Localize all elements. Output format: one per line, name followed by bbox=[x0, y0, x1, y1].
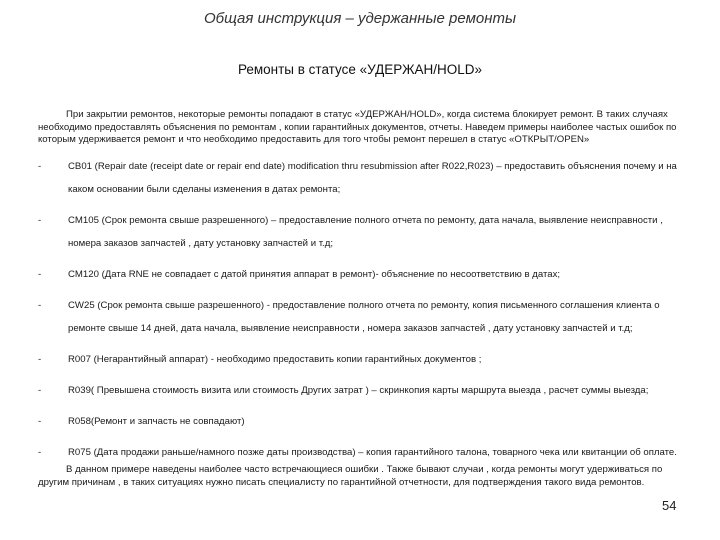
list-bullet: - bbox=[38, 353, 42, 365]
list-item bbox=[38, 348, 688, 371]
page-header: Общая инструкция – удержанные ремонты bbox=[204, 10, 516, 27]
footer-paragraph: В данном примере наведены наиболее часто встречающиеся ошибки . Также бывают случаи , когда ремонты могут удерживаться по другим причинам , в таких ситуациях нужно писать специалисту по гарантийной отчетности, для подтверждения такого вида ремонтов. bbox=[38, 463, 663, 488]
list-bullet: - bbox=[38, 268, 42, 280]
list-item-text: CM105 (Срок ремонта свыше разрешенного) – предоставление полного отчета по ремонту, дата начала, выявление неисправности , номера заказов запчастей , дату установку запчастей и т.д; bbox=[68, 214, 663, 249]
list-item bbox=[38, 263, 688, 286]
list-item-text: CW25 (Срок ремонта свыше разрешенного) - предоставление полного отчета по ремонту, копия письменного соглашения клиента о ремонте свыше 14 дней, дата начала, выявление неисправности , номера заказов запчастей , дату установку запчастей и т.д; bbox=[68, 299, 660, 334]
list-item bbox=[38, 294, 688, 340]
list-item-text: R075 (Дата продажи раньше/намного позже даты производства) – копия гарантийного талона, товарного чека или квитанции об оплате. bbox=[68, 446, 677, 458]
list-bullet: - bbox=[38, 384, 42, 396]
list-item bbox=[38, 155, 688, 201]
list-item-text: R039( Превышена стоимость визита или стоимость Других затрат ) – скринкопия карты маршрута выезда , расчет суммы выезда; bbox=[68, 384, 649, 396]
list-item bbox=[38, 410, 688, 433]
page-number: 54 bbox=[662, 498, 677, 513]
list-item-text: R058(Ремонт и запчасть не совпадают) bbox=[68, 415, 245, 427]
list-item bbox=[38, 441, 688, 464]
list-item bbox=[38, 209, 688, 255]
section-title: Ремонты в статусе «УДЕРЖАН/HOLD» bbox=[237, 62, 483, 77]
list-bullet: - bbox=[38, 415, 42, 427]
list-item-text: CM120 (Дата RNE не совпадает с датой принятия аппарат в ремонт)- объяснение по несоответствию в датах; bbox=[68, 268, 561, 280]
list-bullet: - bbox=[38, 214, 42, 226]
list-item-text: CB01 (Repair date (receipt date or repair end date) modification thru resubmission after R022,R023) – предоставить объяснения почему и на каком основании были сделаны изменения в датах ремонта; bbox=[68, 160, 677, 195]
list-bullet: - bbox=[38, 299, 42, 311]
list-bullet: - bbox=[38, 446, 42, 458]
list-bullet: - bbox=[38, 160, 42, 172]
intro-paragraph: При закрытии ремонтов, некоторые ремонты попадают в статус «УДЕРЖАН/HOLD», когда система блокирует ремонт. В таких случаях необходимо предоставлять объяснения по ремонтам , копии гарантийных документов, отчеты. Наведем примеры наиболее частых ошибок по которым удерживается ремонт и что необходимо предоставить для того чтобы ремонт перешел в статус «ОТКРЫТ/OPEN» bbox=[38, 109, 677, 146]
list-item bbox=[38, 379, 688, 402]
document-body bbox=[38, 109, 688, 489]
list-item-text: R007 (Негарантийный аппарат) - необходимо предоставить копии гарантийных документов ; bbox=[68, 353, 482, 365]
